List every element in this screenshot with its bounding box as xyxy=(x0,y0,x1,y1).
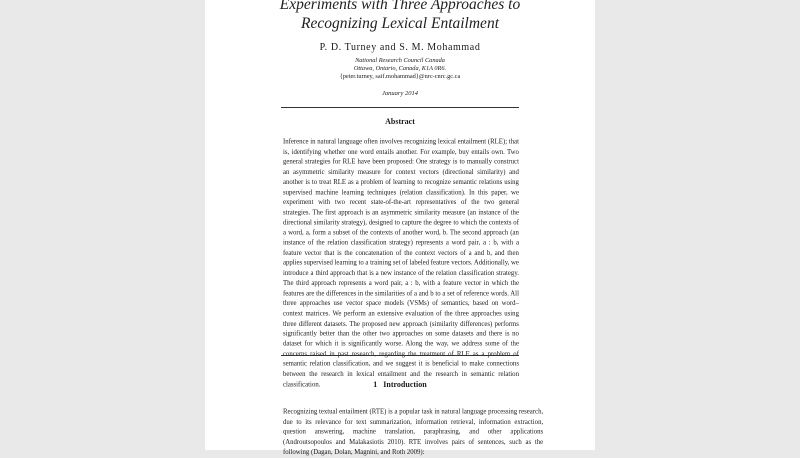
abstract-top-rule xyxy=(281,107,519,108)
affiliation-institution: National Research Council Canada xyxy=(355,57,445,64)
author-emails: {peter.turney, saif.mohammad}@nrc-cnrc.gc.ca xyxy=(339,73,461,80)
arxiv-side-stamp xyxy=(0,0,205,450)
introduction-body: Recognizing textual entailment (RTE) is a popular task in natural language processing research, due to its relevance for text summarization, information retrieval, information extraction, question answering, machine translation, paraphrasing, and other applications (Androutsopoulos and Malakasiotis 2010). RTE involves pairs of sentences, such as the following (Dagan, Dolan, Magnini, and Roth 2009): xyxy=(283,408,544,456)
abstract-heading: Abstract xyxy=(385,117,415,126)
abstract-bottom-rule xyxy=(281,355,519,356)
paper-page xyxy=(205,0,595,456)
section-number: 1 xyxy=(373,380,378,389)
section-heading-introduction xyxy=(205,380,595,389)
abstract-body: Inference in natural language often involves recognizing lexical entailment (RLE); that is, identifying whether one word entails another. For example, buy entails own. Two general strategies for RLE have been proposed: One strategy is to manually construct an asymmetric similarity measure for context vectors (directional similarity) and another is to treat RLE as a problem of learning to recognize semantic relations using supervised machine learning techniques (relation classification). In this paper, we experiment with two recent state-of-the-art representatives of the two general strategies. The first approach is an asymmetric similarity measure (an instance of the directional similarity strategy), designed to capture the degree to which the contexts of a word, a, form a subset of the contexts of another word, b. The second approach (an instance of the relation classification strategy) represents a word pair, a : b, with a feature vector that is the concatenation of the context vectors of a and b, and then applies supervised learning to a training set of labeled feature vectors. Additionally, we introduce a third approach that is a new instance of the relation classification strategy. The third approach represents a word pair, a : b, with a feature vector in which the features are the differences in the similarities of a and b to a set of reference words. All three approaches use vector space models (VSMs) of semantics, based on word–context matrices. We perform an extensive evaluation of the three approaches using three different datasets. The proposed new approach (similarity differences) performs significantly better than the other two approaches on some datasets and there is no dataset for which it is significantly worse. Along the way, we address some of the semantic relation classification, and we suggest it is beneficial to make connections between the research in lexical entailment and the research in semantic relation classification. xyxy=(283,138,519,388)
paper-authors: P. D. Turney and S. M. Mohammad xyxy=(319,42,481,53)
paper-title-line-2: Recognizing Lexical Entailment xyxy=(300,15,499,32)
paper-date: January 2014 xyxy=(382,90,418,97)
affiliation-address: Ottawa, Ontario, Canada, K1A 0R6. xyxy=(353,65,447,72)
section-title: Introduction xyxy=(383,380,427,389)
paper-title-line-1: Experiments with Three Approaches to xyxy=(279,0,521,13)
